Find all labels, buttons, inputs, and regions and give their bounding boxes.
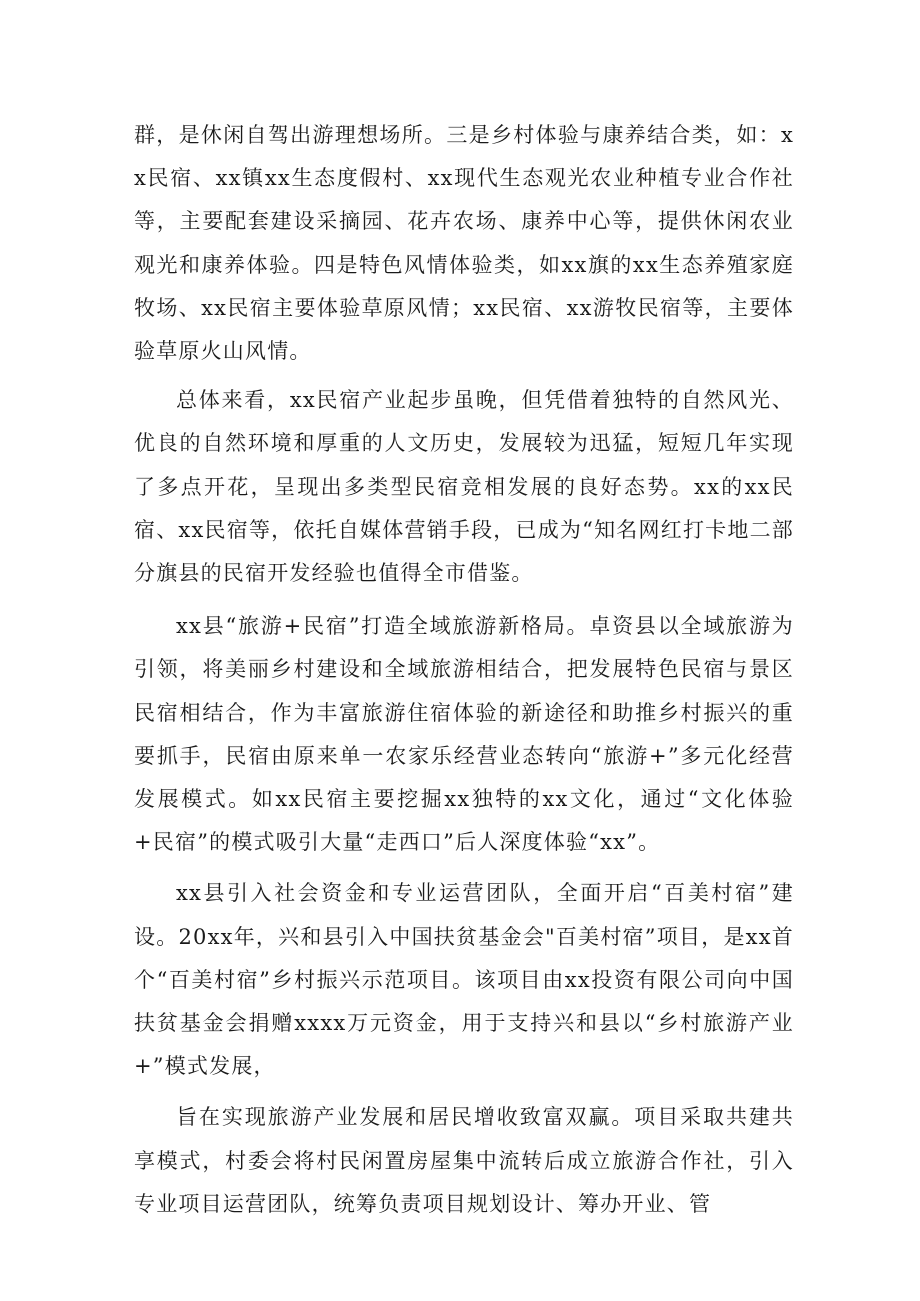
paragraph-2: 总体来看，xx民宿产业起步虽晚，但凭借着独特的自然风光、优良的自然环境和厚重的人文历史，发展较为迅猛，短短几年实现了多点开花，呈现出多类型民宿竞相发展的良好态势。xx的xx民宿、xx民宿等，依托自媒体营销手段，已成为“知名网红打卡地二部分旗县的民宿开发经验也值得全市借鉴。 [134, 388, 794, 586]
paragraph-3: xx县“旅游+民宿”打造全域旅游新格局。卓资县以全域旅游为引领，将美丽乡村建设和全域旅游相结合，把发展特色民宿与景区民宿相结合，作为丰富旅游住宿体验的新途径和助推乡村振兴的重要抓手，民宿由原来单一农家乐经营业态转向“旅游+”多元化经营发展模式。如xx民宿主要挖掘xx独特的xx文化，通过“文化体验+民宿”的模式吸引大量“走西口”后人深度体验“xx”。 [134, 614, 794, 855]
paragraph-4: xx县引入社会资金和专业运营团队，全面开启“百美村宿”建设。20xx年，兴和县引入中国扶贫基金会"百美村宿”项目，是xx首个“百美村宿”乡村振兴示范项目。该项目由xx投资有限公司向中国扶贫基金会捐赠xxxx万元资金，用于支持兴和县以“乡村旅游产业+”模式发展， [134, 881, 794, 1079]
paragraph-5: 旨在实现旅游产业发展和居民增收致富双赢。项目采取共建共享模式，村委会将村民闲置房屋集中流转后成立旅游合作社，引入专业项目运营团队，统筹负责项目规划设计、筹办开业、管 [134, 1105, 794, 1216]
document-body [134, 114, 794, 1226]
paragraph-1: 群，是休闲自驾出游理想场所。三是乡村体验与康养结合类，如：xx民宿、xx镇xx生态度假村、xx现代生态观光农业种植专业合作社等，主要配套建设采摘园、花卉农场、康养中心等，提供休闲农业观光和康养体验。四是特色风情体验类，如xx旗的xx生态养殖家庭牧场、xx民宿主要体验草原风情；xx民宿、xx游牧民宿等，主要体验草原火山风情。 [134, 123, 794, 364]
